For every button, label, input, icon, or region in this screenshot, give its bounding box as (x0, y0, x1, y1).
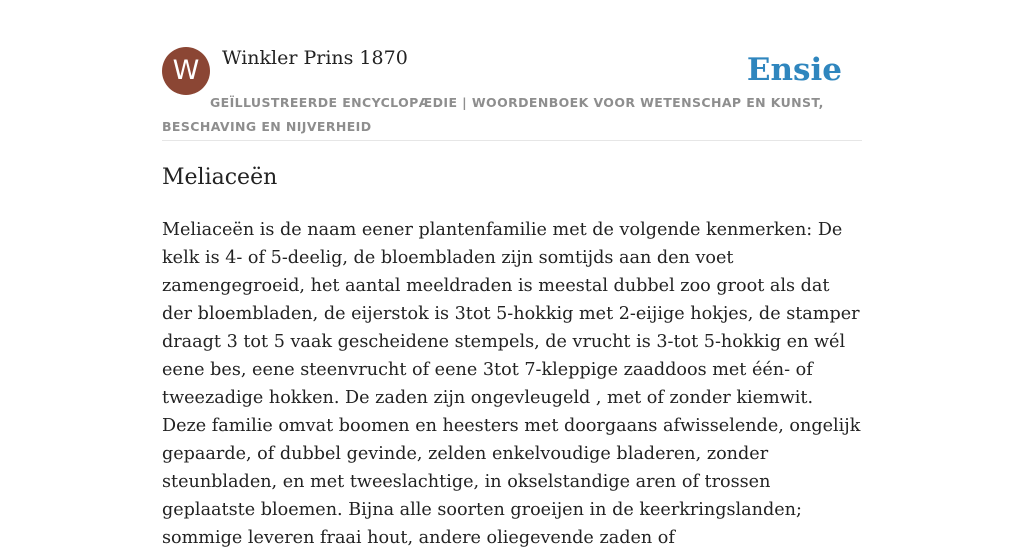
source-subtitle: GEÏLLUSTREERDE ENCYCLOPÆDIE | WOORDENBOEK VOOR WETENSCHAP EN KUNST, BESCHAVING EN NIJVERHEID (162, 95, 824, 134)
article-body: Meliaceën is de naam eener plantenfamilie met de volgende kenmerken: De kelk is 4- of 5-deelig, de bloembladen zijn somtijds aan den voet zamengegroeid, het aantal meeldraden is meestal dubbel zoo groot als dat der bloembladen, de eijerstok is 3tot 5-hokkig met 2-eijige hokjes, de stamper draagt 3 tot 5 vaak gescheidene stempels, de vrucht is 3-tot 5-hokkig en wél eene bes, eene steenvrucht of eene 3tot 7-kleppige zaaddoos met één- of tweezadige hokken. De zaden zijn ongevleugeld , met of zonder kiemwit. Deze familie omvat boomen en heesters met doorgaans afwisselende, ongelijk gepaarde, of dubbel gevinde, zelden enkelvoudige bladeren, zonder steunbladen, en met tweeslachtige, in okselstandige aren of trossen geplaatste bloemen. Bijna alle soorten groeijen in de keerkringslanden; sommige leveren fraai hout, andere oliegevende zaden of (162, 220, 861, 548)
article-title: Meliaceën (162, 165, 278, 190)
ensie-logo-link[interactable]: Ensie (746, 52, 842, 88)
source-title[interactable]: Winkler Prins 1870 (222, 47, 408, 69)
source-avatar: W (162, 47, 210, 95)
source-header (162, 46, 862, 141)
